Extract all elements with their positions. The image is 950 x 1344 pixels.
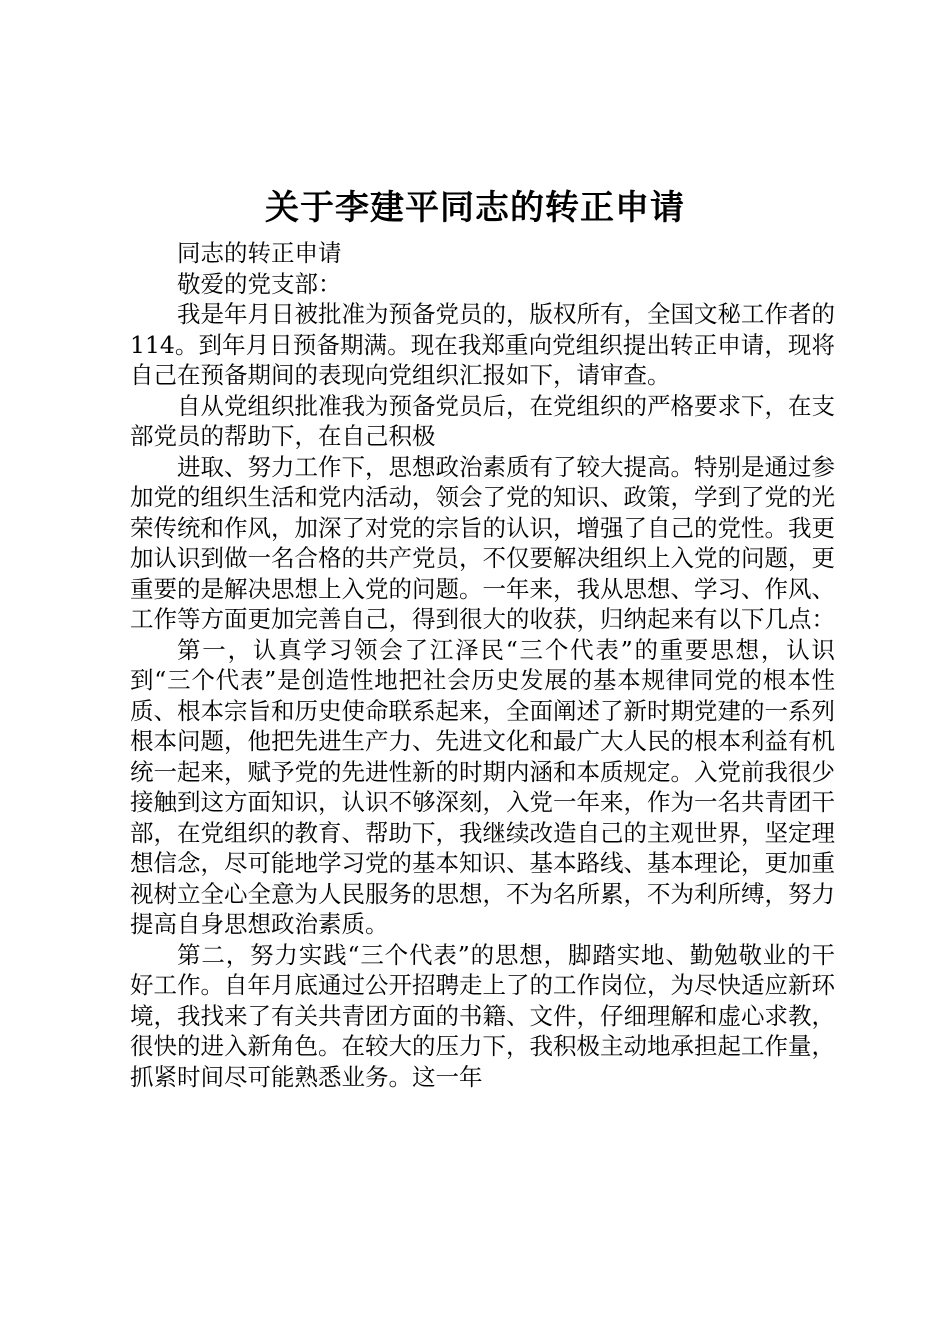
- document-title: 关于李建平同志的转正申请: [265, 188, 685, 228]
- document-body: [130, 238, 835, 1092]
- salutation-line: 敬爱的党支部：: [177, 269, 342, 298]
- paragraph-intro: 我是年月日被批准为预备党员的，版权所有，全国文秘工作者的114。到年月日预备期满。现在我郑重向党组织提出转正申请，现将自己在预备期间的表现向党组织汇报如下，请审查。: [130, 300, 835, 389]
- paragraph-since: 自从党组织批准我为预备党员后，在党组织的严格要求下，在支部党员的帮助下，在自己积极: [130, 391, 835, 450]
- subtitle-line: 同志的转正申请: [177, 239, 342, 267]
- paragraph-first-point: 第一，认真学习领会了江泽民“三个代表”的重要思想，认识到“三个代表”是创造性地把社会历史发展的基本规律同党的根本性质、根本宗旨和历史使命联系起来，全面阐述了新时期党建的一系列根本问题，他把先进生产力、先进文化和最广大人民的根本利益有机统一起来，赋予党的先进性新的时期内涵和本质规定。入党前我很少接触到这方面知识，认识不够深刻，入党一年来，作为一名共青团干部，在党组织的教育、帮助下，我继续改造自己的主观世界，坚定理想信念，尽可能地学习党的基本知识、基本路线、基本理论，更加重视树立全心全意为人民服务的思想，不为名所累，不为利所缚，努力提高自身思想政治素质。: [130, 635, 835, 938]
- paragraph-second-point: 第二，努力实践“三个代表”的思想，脚踏实地、勤勉敬业的干好工作。自年月底通过公开招聘走上了的工作岗位，为尽快适应新环境，我找来了有关共青团方面的书籍、文件，仔细理解和虚心求教，很快的进入新角色。在较大的压力下，我积极主动地承担起工作量，抓紧时间尽可能熟悉业务。这一年: [130, 940, 835, 1091]
- paragraph-progress: 进取、努力工作下，思想政治素质有了较大提高。特别是通过参加党的组织生活和党内活动，领会了党的知识、政策，学到了党的光荣传统和作风，加深了对党的宗旨的认识，增强了自己的党性。我更加认识到做一名合格的共产党员，不仅要解决组织上入党的问题，更重要的是解决思想上入党的问题。一年来，我从思想、学习、作风、工作等方面更加完善自己，得到很大的收获，归纳起来有以下几点：: [130, 452, 835, 633]
